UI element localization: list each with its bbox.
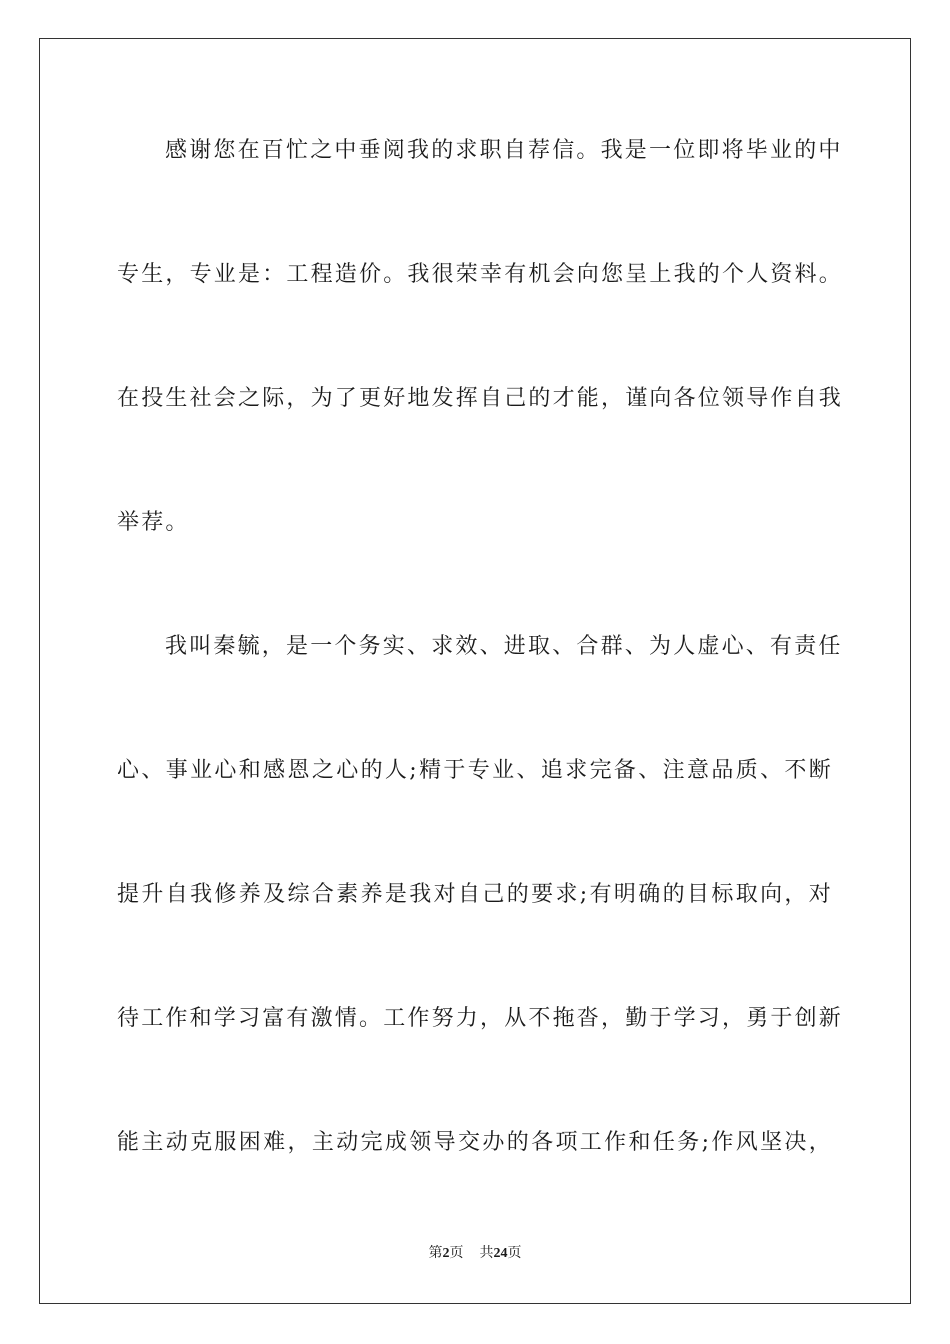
paragraph-2-line-3: 提升自我修养及综合素养是我对自己的要求;有明确的目标取向，对 (117, 882, 833, 907)
page-frame (39, 38, 911, 1304)
paragraph-1-line-2: 专生，专业是：工程造价。我很荣幸有机会向您呈上我的个人资料。 (117, 262, 844, 287)
paragraph-2-line-4: 待工作和学习富有激情。工作努力，从不拖沓，勤于学习，勇于创新 (117, 1006, 844, 1031)
page-footer (0, 1244, 950, 1264)
page-prefix: 第 (428, 1246, 443, 1261)
total-prefix: 共 (479, 1246, 494, 1261)
total-suffix: 页 (507, 1246, 522, 1261)
paragraph-1-line-3: 在投生社会之际，为了更好地发挥自己的才能，谨向各位领导作自我 (117, 386, 844, 411)
paragraph-2-line-2: 心、事业心和感恩之心的人;精于专业、追求完备、注意品质、不断 (117, 758, 833, 783)
page-number: 2 (442, 1246, 450, 1261)
page-suffix: 页 (449, 1246, 464, 1261)
paragraph-1-line-4: 举荐。 (117, 510, 190, 535)
total-pages: 24 (493, 1246, 508, 1261)
paragraph-1-line-1: 感谢您在百忙之中垂阅我的求职自荐信。我是一位即将毕业的中 (165, 138, 843, 163)
paragraph-2-line-1: 我叫秦毓，是一个务实、求效、进取、合群、为人虚心、有责任 (165, 634, 843, 659)
paragraph-2-line-5: 能主动克服困难，主动完成领导交办的各项工作和任务;作风坚决， (117, 1130, 833, 1155)
